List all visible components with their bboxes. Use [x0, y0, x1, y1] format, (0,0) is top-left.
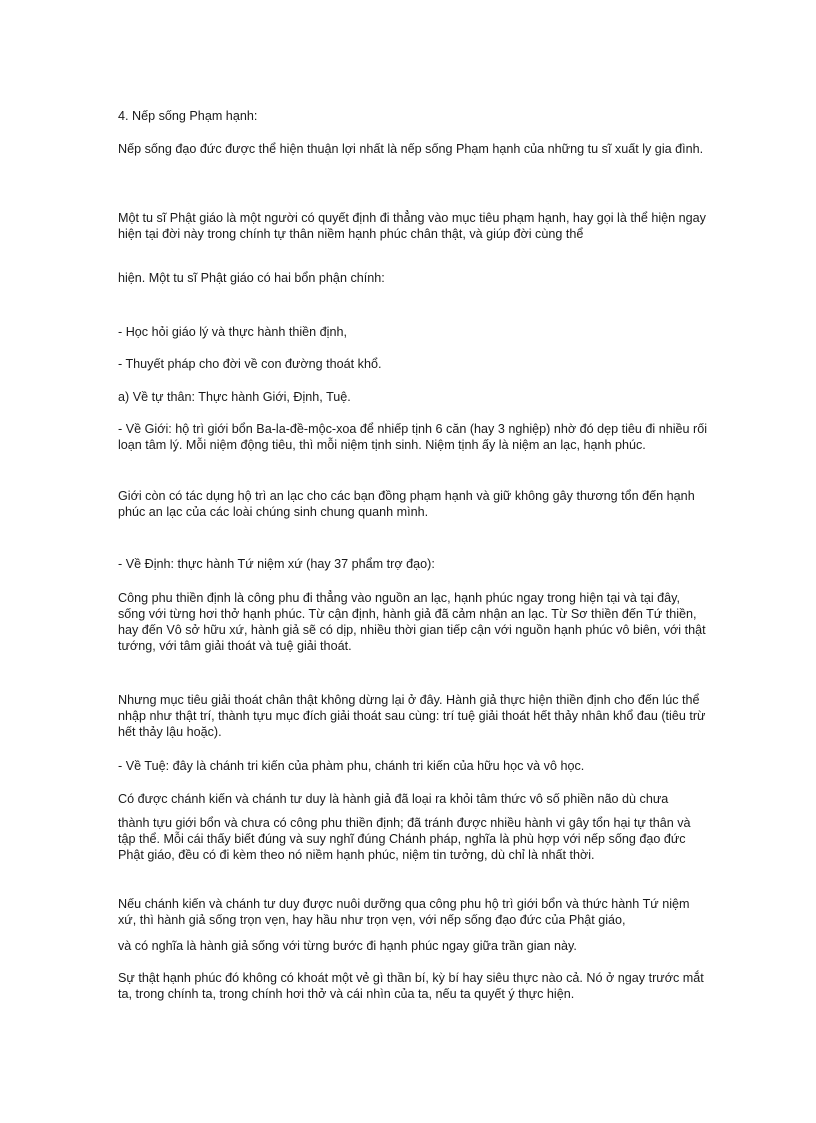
paragraph: Nhưng mục tiêu giải thoát chân thật không dừng lại ở đây. Hành giả thực hiện thiền định cho đến lúc thể nhập như thật trí, thành tựu mục đích giải thoát sau cùng: trí tuệ giải thoát hết thảy nhân khổ đau (tiêu trừ hết thảy lậu hoặc).: [118, 693, 706, 739]
paragraph: hiện. Một tu sĩ Phật giáo có hai bổn phận chính:: [118, 271, 385, 285]
paragraph: và có nghĩa là hành giả sống với từng bước đi hạnh phúc ngay giữa trần gian này.: [118, 939, 577, 953]
paragraph: - Về Giới: hộ trì giới bổn Ba-la-đề-mộc-xoa để nhiếp tịnh 6 căn (hay 3 nghiệp) nhờ đó dẹp tiêu đi nhiều rối loạn tâm lý. Mỗi niệm động tiêu, thì mỗi niệm tịnh sinh. Niệm tịnh ấy là niệm an lạc, hạnh phúc.: [118, 422, 708, 452]
paragraph: Sự thật hạnh phúc đó không có khoát một vẻ gì thần bí, kỳ bí hay siêu thực nào cả. Nó ở ngay trước mắt ta, trong chính ta, trong chính hơi thở và cái nhìn của ta, nếu ta quyết ý thực hiện.: [118, 971, 704, 1001]
paragraph: Một tu sĩ Phật giáo là một người có quyết định đi thẳng vào mục tiêu phạm hạnh, hay gọi là thể hiện ngay hiện tại đời này trong chính tự thân niềm hạnh phúc chân thật, và giúp đời cùng thể: [118, 211, 706, 241]
list-item: - Thuyết pháp cho đời về con đường thoát khổ.: [118, 357, 382, 371]
paragraph: - Về Định: thực hành Tứ niệm xứ (hay 37 phẩm trợ đạo):: [118, 557, 435, 571]
paragraph: Công phu thiền định là công phu đi thẳng vào nguồn an lạc, hạnh phúc ngay trong hiện tại và tại đây, sống với từng hơi thở hạnh phúc. Từ cận định, hành giả đã cảm nhận an lạc. Từ Sơ thiền đến Tứ thiền, hay đến Vô sở hữu xứ, hành giả sẽ có dịp, nhiều thời gian tiếp cận với nguồn hạnh phúc vô biên, với thật tướng, với tâm giải thoát và tuệ giải thoát.: [118, 591, 706, 653]
paragraph: - Về Tuệ: đây là chánh tri kiến của phàm phu, chánh tri kiến của hữu học và vô học.: [118, 759, 585, 773]
paragraph: Giới còn có tác dụng hộ trì an lạc cho các bạn đồng phạm hạnh và giữ không gây thương tổn đến hạnh phúc an lạc của các loài chúng sinh chung quanh mình.: [118, 489, 695, 519]
section-heading: 4. Nếp sống Phạm hạnh:: [118, 109, 258, 123]
paragraph: thành tựu giới bổn và chưa có công phu thiền định; đã tránh được nhiều hành vi gây tổn hại tự thân và tập thể. Mỗi cái thấy biết đúng và suy nghĩ đúng Chánh pháp, nghĩa là phù hợp với nếp sống đạo đức Phật giáo, đều có đi kèm theo nó niềm hạnh phúc, niệm tin tưởng, dù chỉ là nhất thời.: [118, 816, 691, 862]
paragraph: Có được chánh kiến và chánh tư duy là hành giả đã loại ra khỏi tâm thức vô số phiền não dù chưa: [118, 792, 669, 806]
subheading: a) Về tự thân: Thực hành Giới, Định, Tuệ.: [118, 390, 351, 404]
paragraph: Nếu chánh kiến và chánh tư duy được nuôi dưỡng qua công phu hộ trì giới bổn và thức hành Tứ niệm xứ, thì hành giả sống trọn vẹn, hay hầu như trọn vẹn, với nếp sống đạo đức của Phật giáo,: [118, 897, 690, 927]
paragraph: Nếp sống đạo đức được thể hiện thuận lợi nhất là nếp sống Phạm hạnh của những tu sĩ xuất ly gia đình.: [118, 142, 704, 156]
list-item: - Học hỏi giáo lý và thực hành thiền định,: [118, 325, 347, 339]
